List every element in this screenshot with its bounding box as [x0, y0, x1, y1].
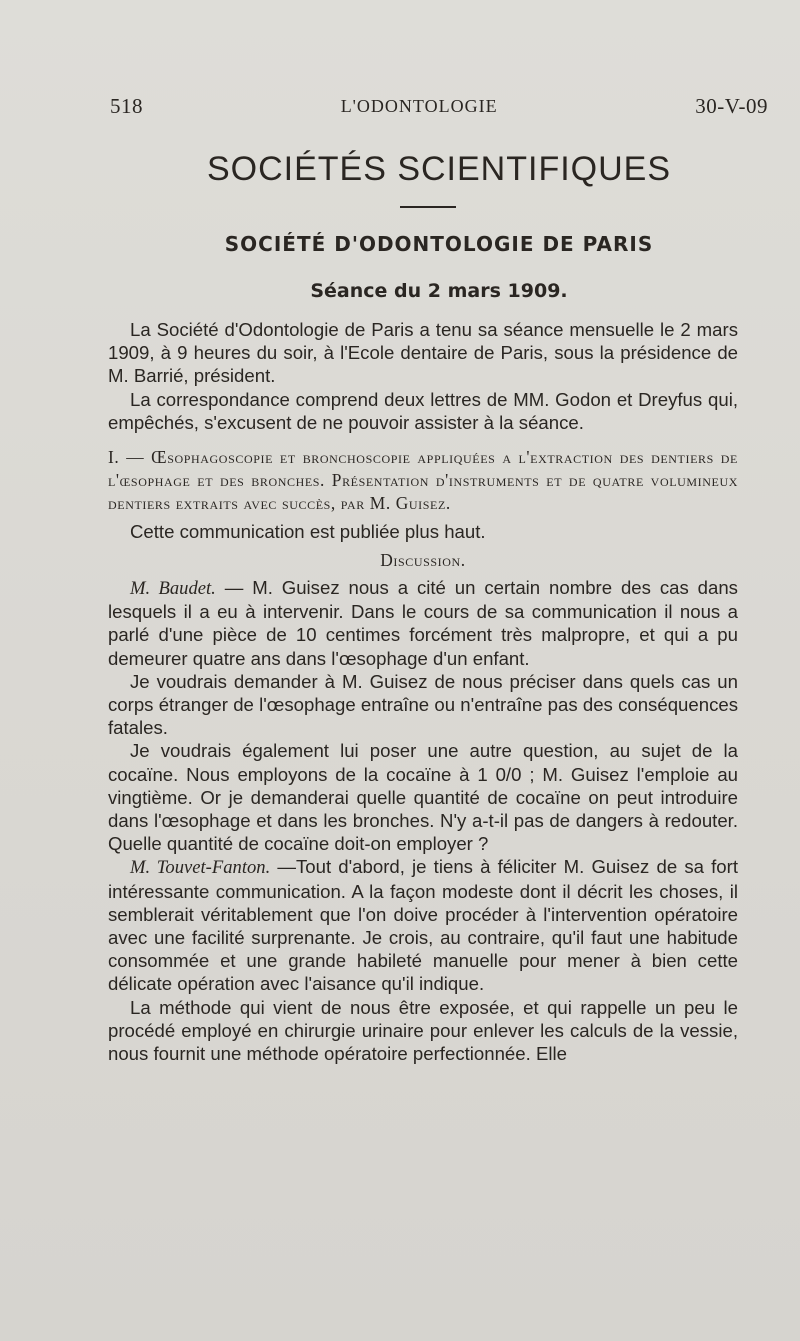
speaker-baudet: M. Baudet.	[130, 578, 216, 600]
running-header	[110, 92, 768, 120]
paragraph-method: La méthode qui vient de nous être exposée, et qui rappelle un peu le procédé employé en chirurgie urinaire pour enlever les calculs de la vessie, nous fournit une méthode opératoire perfectionnée. Elle	[108, 996, 738, 1065]
journal-title: L'ODONTOLOGIE	[340, 95, 498, 116]
section-heading: I. — Œsophagoscopie et bronchoscopie appliquées a l'extraction des dentiers de l'œsophage et des bronches. Présentation d'instruments et de quatre volumineux dentiers extraits avec succès, par M. Guisez.	[108, 447, 738, 514]
session-date-heading: Séance du 2 mars 1909.	[310, 280, 568, 302]
paragraph-publication-note: Cette communication est publiée plus haut.	[130, 520, 486, 542]
paragraph-touvet-fanton	[108, 855, 738, 995]
body-text	[108, 318, 738, 1065]
paragraph-correspondence: La correspondance comprend deux lettres de MM. Godon et Dreyfus qui, empêchés, s'excusent de ne pouvoir assister à la séance.	[108, 388, 738, 433]
title-divider	[400, 206, 456, 208]
issue-date: 30-V-09	[695, 93, 768, 118]
discussion-heading: Discussion.	[380, 549, 466, 570]
paragraph-opening: La Société d'Odontologie de Paris a tenu sa séance mensuelle le 2 mars 1909, à 9 heures du soir, à l'Ecole dentaire de Paris, sous la présidence de M. Barrié, président.	[108, 319, 738, 387]
paragraph-question-1: Je voudrais demander à M. Guisez de nous préciser dans quels cas un corps étranger de l'œsophage entraîne ou n'entraîne pas des conséquences fatales.	[108, 670, 738, 739]
society-heading: SOCIÉTÉ D'ODONTOLOGIE DE PARIS	[224, 232, 654, 256]
page-number: 518	[110, 93, 143, 118]
paragraph-question-2: Je voudrais également lui poser une autre question, au sujet de la cocaïne. Nous employons de la cocaïne à 1 0/0 ; M. Guisez l'emploie au vingtième. Or je demanderai quelle quantité de cocaïne on peut introduire dans l'œsophage et dans les bronches. N'y a-t-il pas de dangers à redouter. Quelle quantité de cocaïne doit-on employer ?	[108, 740, 738, 855]
paragraph-baudet	[108, 576, 738, 670]
page-title: SOCIÉTÉS SCIENTIFIQUES	[206, 150, 672, 188]
speaker-touvet-fanton: M. Touvet-Fanton.	[130, 857, 271, 879]
touvet-fanton-remarks: —Tout d'abord, je tiens à féliciter M. Guisez de sa fort intéressante communication. A la façon modeste dont il décrit les choses, il semblerait véritablement que l'on doive procéder à l'intervention opératoire avec une facilité surprenante. Je crois, au contraire, qu'il faut une habitude consommée et une grande habileté manuelle pour mener à bien cette délicate opération avec l'aisance qu'il indique.	[108, 856, 738, 995]
baudet-remarks: — M. Guisez nous a cité un certain nombre des cas dans lesquels il a eu à intervenir. Dans le cours de sa communication il nous a parlé d'une pièce de 10 centimes forcément très malpropre, et qui a pu demeurer quatre ans dans l'œsophage d'un enfant.	[108, 577, 738, 669]
